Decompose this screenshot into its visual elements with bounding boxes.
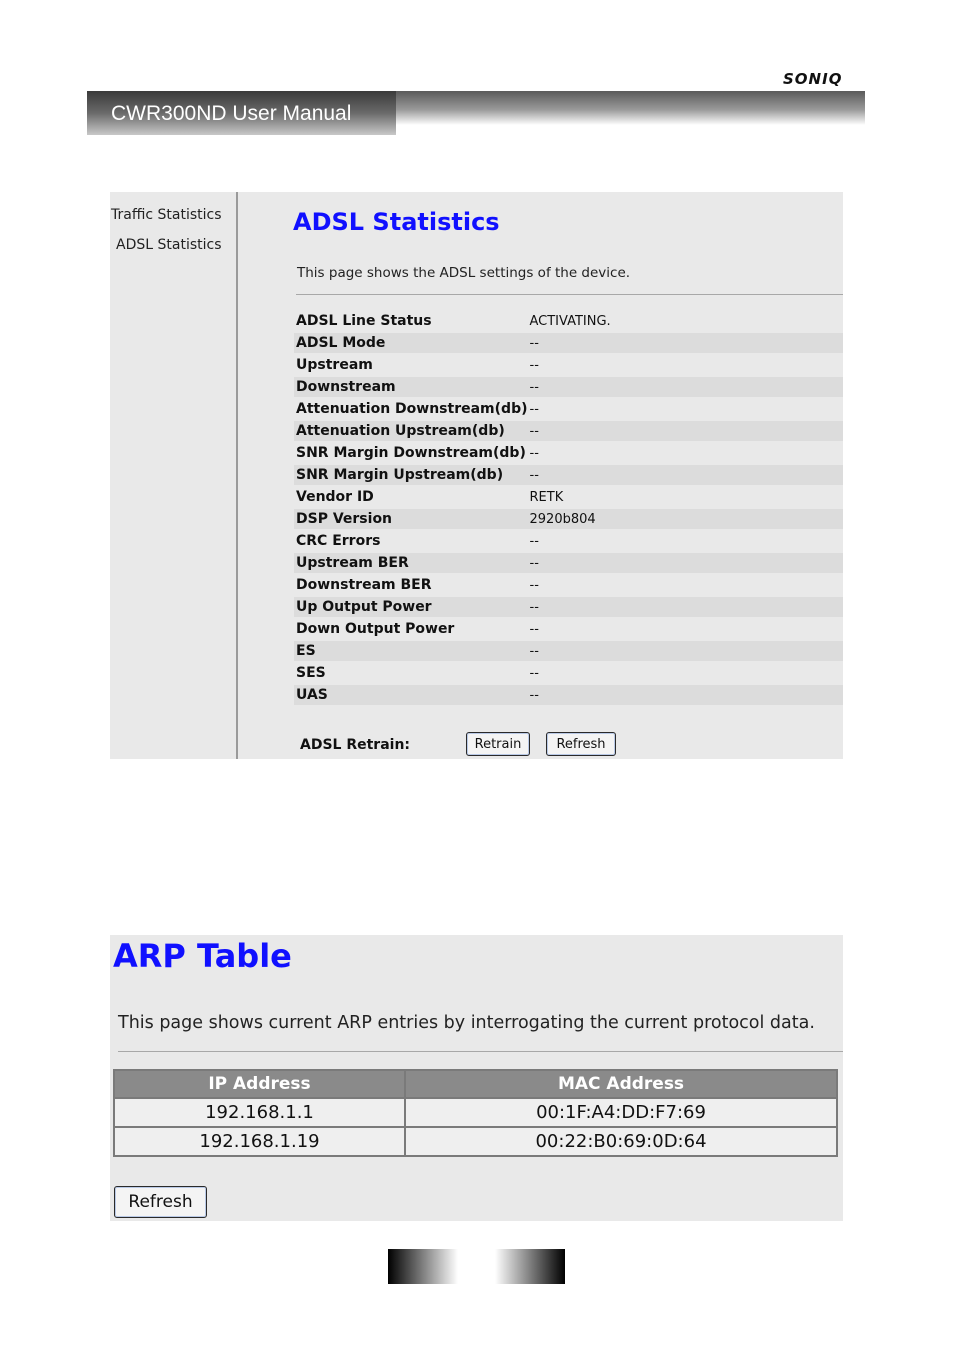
table-row bbox=[294, 465, 843, 485]
table-row bbox=[114, 1127, 837, 1156]
stat-label: SNR Margin Downstream(db) bbox=[296, 445, 526, 461]
stat-value: 2920b804 bbox=[528, 509, 844, 529]
divider bbox=[296, 294, 843, 295]
stat-label: DSP Version bbox=[294, 509, 528, 529]
stat-value: -- bbox=[528, 421, 844, 441]
table-row bbox=[294, 663, 843, 683]
table-row bbox=[294, 333, 843, 353]
manual-title: CWR300ND User Manual bbox=[111, 102, 352, 125]
mac-address-cell: 00:1F:A4:DD:F7:69 bbox=[405, 1098, 837, 1127]
footer-gradient-right bbox=[495, 1249, 565, 1284]
table-row bbox=[294, 443, 843, 463]
table-row bbox=[294, 597, 843, 617]
stat-value: -- bbox=[528, 377, 844, 397]
stat-label: Downstream BER bbox=[296, 577, 432, 593]
stat-value: -- bbox=[529, 401, 539, 417]
sidebar-item-traffic-statistics[interactable]: Traffic Statistics bbox=[111, 207, 222, 223]
stat-label: ADSL Mode bbox=[294, 333, 528, 353]
stat-value: -- bbox=[528, 333, 844, 353]
footer-gradient-left bbox=[388, 1249, 458, 1284]
divider bbox=[118, 1051, 843, 1052]
stat-value: -- bbox=[528, 465, 844, 485]
stat-label: Downstream bbox=[294, 377, 528, 397]
table-row bbox=[294, 553, 843, 573]
brand-logo: SONIQ bbox=[783, 70, 843, 88]
stat-label: SES bbox=[296, 665, 326, 681]
table-row bbox=[294, 355, 843, 375]
stat-label: ES bbox=[294, 641, 528, 661]
arp-table-panel bbox=[110, 935, 843, 1221]
stat-value: -- bbox=[529, 665, 539, 681]
table-row bbox=[294, 377, 843, 397]
stat-value: RETK bbox=[529, 489, 564, 505]
stat-label: SNR Margin Upstream(db) bbox=[294, 465, 528, 485]
column-header-ip-address: IP Address bbox=[114, 1070, 405, 1098]
sidebar bbox=[110, 192, 238, 759]
page-title: ADSL Statistics bbox=[293, 208, 500, 236]
adsl-stats-table bbox=[294, 309, 843, 707]
stat-label: Vendor ID bbox=[296, 489, 374, 505]
stat-label: CRC Errors bbox=[296, 533, 381, 549]
stat-value: -- bbox=[529, 621, 539, 637]
stat-label: Upstream BER bbox=[294, 553, 528, 573]
table-row bbox=[294, 487, 843, 507]
stat-label: Attenuation Upstream(db) bbox=[294, 421, 528, 441]
sidebar-item-adsl-statistics[interactable]: ADSL Statistics bbox=[116, 237, 222, 253]
stat-value: -- bbox=[528, 597, 844, 617]
ip-address-cell: 192.168.1.19 bbox=[114, 1127, 405, 1156]
adsl-statistics-panel bbox=[110, 192, 843, 759]
table-row bbox=[294, 685, 843, 705]
stat-label: Up Output Power bbox=[294, 597, 528, 617]
table-row bbox=[294, 531, 843, 551]
ip-address-cell: 192.168.1.1 bbox=[114, 1098, 405, 1127]
stat-label: UAS bbox=[294, 685, 528, 705]
stat-label: ADSL Line Status bbox=[296, 313, 432, 329]
stat-value: -- bbox=[528, 685, 844, 705]
stat-value: -- bbox=[529, 577, 539, 593]
stat-label: Attenuation Downstream(db) bbox=[296, 401, 528, 417]
stat-value: -- bbox=[529, 357, 539, 373]
table-row bbox=[114, 1098, 837, 1127]
table-row bbox=[294, 311, 843, 331]
refresh-button[interactable]: Refresh bbox=[546, 732, 616, 756]
stat-label: Down Output Power bbox=[296, 621, 455, 637]
page-title: ARP Table bbox=[113, 937, 292, 975]
mac-address-cell: 00:22:B0:69:0D:64 bbox=[405, 1127, 837, 1156]
page-description: This page shows the ADSL settings of the device. bbox=[297, 265, 631, 281]
table-header-row bbox=[114, 1070, 837, 1098]
page-description: This page shows current ARP entries by interrogating the current protocol data. bbox=[118, 1013, 815, 1033]
stat-value: ACTIVATING. bbox=[529, 313, 611, 329]
refresh-button[interactable]: Refresh bbox=[114, 1186, 207, 1218]
table-row bbox=[294, 421, 843, 441]
stat-label: Upstream bbox=[296, 357, 373, 373]
adsl-retrain-label: ADSL Retrain: bbox=[300, 737, 411, 753]
column-header-mac-address: MAC Address bbox=[405, 1070, 837, 1098]
table-row bbox=[294, 641, 843, 661]
stat-value: -- bbox=[528, 553, 844, 573]
stat-value: -- bbox=[529, 533, 539, 549]
stat-value: -- bbox=[529, 445, 539, 461]
table-row bbox=[294, 619, 843, 639]
stat-value: -- bbox=[528, 641, 844, 661]
table-row bbox=[294, 509, 843, 529]
retrain-button[interactable]: Retrain bbox=[466, 732, 530, 756]
table-row bbox=[294, 575, 843, 595]
table-row bbox=[294, 399, 843, 419]
arp-table bbox=[113, 1069, 838, 1157]
